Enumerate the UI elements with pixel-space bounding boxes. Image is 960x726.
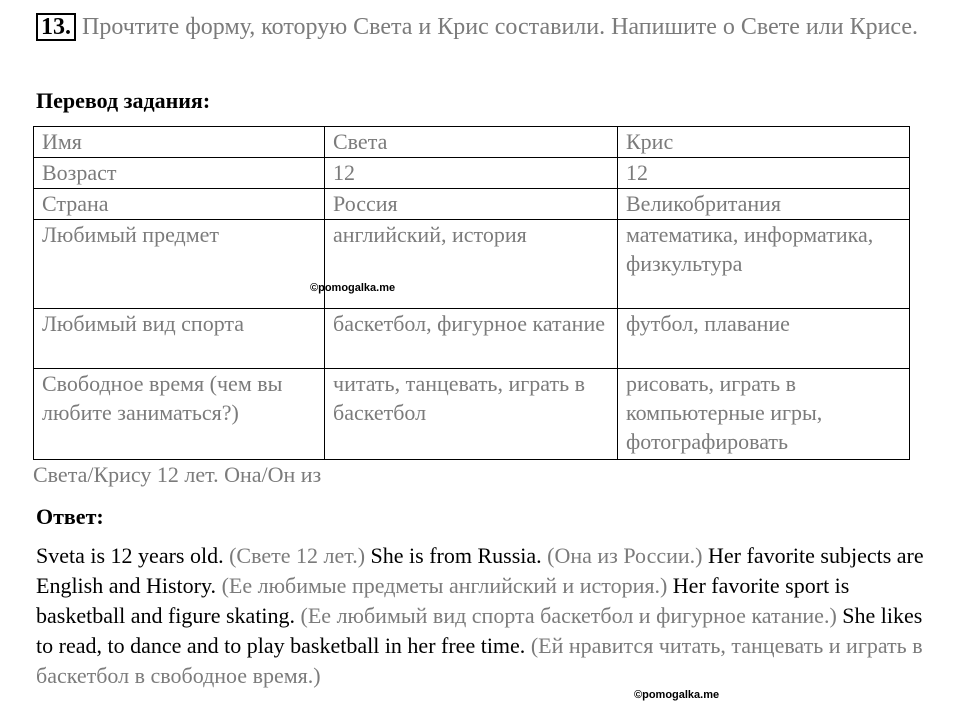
translation-heading: Перевод задания: [36, 88, 211, 113]
table-cell: читать, танцевать, играть в баскетбол [325, 369, 618, 460]
table-cell: баскетбол, фигурное катание [325, 309, 618, 369]
table-cell: математика, информатика, физкультура [618, 220, 910, 309]
answer-sentence: She is from Russia. [370, 543, 542, 568]
task-number: 13. [36, 13, 76, 41]
table-cell: рисовать, играть в компьютерные игры, фотографировать [618, 369, 910, 460]
task-statement [36, 12, 936, 42]
table-cell: Любимый вид спорта [34, 309, 325, 369]
answer-sentence: Her favorite subjects are English and History. [36, 543, 924, 598]
table-cell: Возраст [34, 158, 325, 189]
table-cell: 12 [618, 158, 910, 189]
answer-translation: (Ее любимый вид спорта баскетбол и фигурное катание.) [300, 603, 837, 628]
table-cell: Страна [34, 189, 325, 220]
task-text: Прочтите форму, которую Света и Крис составили. Напишите о Свете или Крисе. [82, 14, 919, 40]
table-cell: Свободное время (чем вы любите заниматься?) [34, 369, 325, 460]
table-cell: Любимый предмет [34, 220, 325, 309]
table-row [34, 369, 910, 460]
answer-text [36, 541, 926, 691]
table-row [34, 158, 910, 189]
table-row [34, 220, 910, 309]
table-cell: 12 [325, 158, 618, 189]
answer-sentence: Her favorite sport is basketball and figure skating. [36, 573, 850, 628]
table-row [34, 189, 910, 220]
answer-translation: (Ее любимые предметы английский и история.) [221, 573, 668, 598]
table-cell: Россия [325, 189, 618, 220]
watermark: ©pomogalka.me [310, 282, 396, 294]
table-cell: Имя [34, 127, 325, 158]
table-row [34, 127, 910, 158]
answer-heading: Ответ: [36, 504, 104, 529]
table-cell: Великобритания [618, 189, 910, 220]
answer-sentence: She likes to read, to dance and to play basketball in her free time. [36, 603, 923, 658]
answer-translation: (Она из России.) [547, 543, 703, 568]
table-cell: Света [325, 127, 618, 158]
fill-in-sentence: Света/Крису 12 лет. Она/Он из [33, 462, 322, 487]
table-cell: английский, история [325, 220, 618, 309]
table-cell: Крис [618, 127, 910, 158]
answer-translation: (Свете 12 лет.) [229, 543, 366, 568]
table-row [34, 309, 910, 369]
watermark: ©pomogalka.me [634, 689, 720, 701]
answer-sentence: Sveta is 12 years old. [36, 543, 224, 568]
form-table [33, 126, 910, 460]
answer-translation: (Ей нравится читать, танцевать и играть в баскетбол в свободное время.) [36, 633, 923, 688]
table-cell: футбол, плавание [618, 309, 910, 369]
